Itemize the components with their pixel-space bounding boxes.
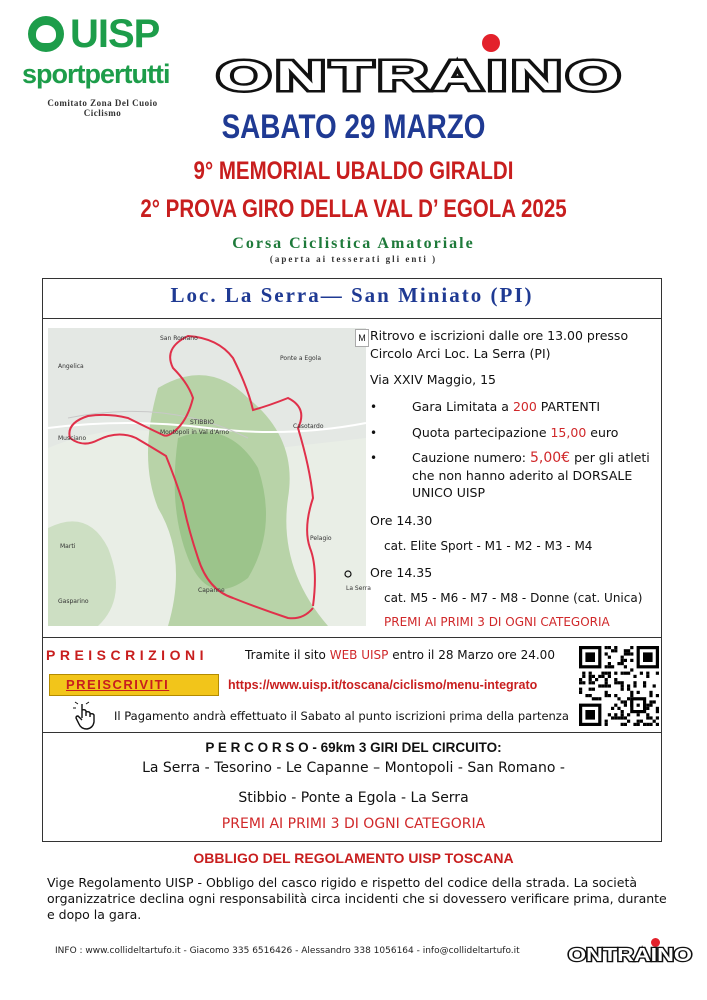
ontraino-footer-text: ONTRAINO: [568, 945, 692, 965]
map-label: Pelagio: [310, 535, 332, 542]
ritrovo-time: 13.00: [547, 328, 583, 343]
map-label: Capanne: [198, 587, 225, 594]
bullet-icon: •: [370, 400, 378, 414]
preiscriviti-button[interactable]: PREISCRIVITI: [49, 674, 219, 696]
footer-info: INFO : www.collideltartufo.it - Giacomo 335 6516426 - Alessandro 338 1056164 - info@collideltartufo.it: [55, 946, 520, 956]
divider: [42, 318, 662, 319]
map-label: Marti: [60, 543, 76, 550]
bullet-icon: •: [370, 451, 378, 465]
percorso-line2: Stibbio - Ponte a Egola - La Serra: [238, 790, 469, 806]
cauzione-line3: UNICO UISP: [412, 485, 486, 500]
ore2-time: 14.35: [396, 565, 433, 580]
map-label: La Serra: [346, 585, 371, 592]
ritrovo-text: [370, 327, 628, 344]
bullet-cauzione-num: 5,00€: [530, 450, 571, 466]
percorso-premi: PREMI AI PRIMI 3 DI OGNI CATEGORIA: [221, 816, 486, 832]
bullet-partenti: [370, 398, 601, 416]
ore2-text: [370, 564, 432, 581]
bullet-quota-num: 15,00: [550, 425, 587, 440]
ore1-text: [370, 512, 432, 529]
map-label: STIBBIO: [190, 419, 214, 426]
ontraino-footer-logo: [566, 945, 694, 963]
regolamento-body: - Obbligo del casco rigido e rispetto del codice della strada. La società organizzatrice declina ogni responsabilità circa incidenti che si dovessero verificare prima, durante e dopo la gara.: [47, 875, 667, 922]
percorso-title: P E R C O R S O - 69km 3 GIRI DEL CIRCUITO:: [205, 740, 502, 755]
circolo-text: Circolo Arci Loc. La Serra (PI): [370, 346, 551, 361]
uisp-logo-text: UISP: [70, 12, 160, 56]
event-memorial: 9° MEMORIAL UBALDO GIRALDI: [193, 157, 514, 185]
bullet-quota: [370, 424, 619, 442]
bullet-cauzione-suffix: per gli atleti: [570, 450, 650, 465]
ontraino-dot-icon: [482, 34, 500, 52]
map-label: Ponte a Egola: [280, 355, 322, 362]
map-label: Musciano: [58, 435, 87, 442]
ritrovo-suffix: presso: [582, 328, 629, 343]
ore2-label: Ore: [370, 565, 397, 580]
map-zoom-icon: M: [355, 329, 369, 347]
percorso-line1: La Serra - Tesorino - Le Capanne – Montopoli - San Romano -: [142, 760, 565, 776]
map-label: Casotardo: [293, 423, 324, 430]
qr-code[interactable]: [579, 646, 659, 726]
bullet-quota-suffix: euro: [586, 425, 619, 440]
route-map: [48, 328, 371, 626]
bullet-quota-label: Quota partecipazione: [412, 425, 551, 440]
tramite-suffix: entro il 28 Marzo ore 24.00: [388, 648, 555, 662]
ore1-label: Ore: [370, 513, 397, 528]
premi-text: PREMI AI PRIMI 3 DI OGNI CATEGORIA: [384, 615, 610, 629]
bullet-partenti-num: 200: [512, 399, 537, 414]
event-date: SABATO 29 MARZO: [221, 108, 486, 146]
ontraino-logo-text: ONTRAINO: [217, 52, 625, 99]
sportpertutti-logo-text: sportpertutti: [22, 59, 170, 89]
preiscrizioni-url-link[interactable]: https://www.uisp.it/toscana/ciclismo/menu-integrato: [228, 678, 538, 692]
cat1-text: cat. Elite Sport - M1 - M2 - M3 - M4: [384, 539, 593, 553]
tramite-label: Tramite il sito: [245, 648, 330, 662]
map-label: Montopoli in Val d'Arno: [160, 429, 230, 436]
pagamento-text: Il Pagamento andrà effettuato il Sabato al punto iscrizioni prima della partenza: [114, 709, 569, 723]
bullet-partenti-label: Gara Limitata a: [412, 399, 513, 414]
regolamento-label: Vige Regolamento UISP: [47, 875, 194, 890]
event-aperta: (aperta ai tesserati gli enti ): [269, 254, 438, 264]
divider: [42, 732, 662, 733]
ontraino-logo: [214, 52, 628, 99]
divider: [42, 637, 662, 638]
bullet-cauzione-text: [412, 449, 650, 467]
ritrovo-label: Ritrovo e iscrizioni dalle ore: [370, 328, 548, 343]
cauzione-line2: che non hanno aderito al DORSALE: [412, 468, 633, 483]
preiscrizioni-title: PREISCRIZIONI: [46, 647, 208, 663]
bullet-quota-text: [412, 424, 618, 441]
web-uisp-link[interactable]: WEB UISP: [329, 648, 389, 662]
bullet-cauzione-label: Cauzione numero:: [412, 450, 530, 465]
comitato-line2: Ciclismo: [83, 108, 122, 118]
hand-pointer-icon: [70, 700, 102, 732]
regolamento-text: [47, 875, 667, 923]
bullet-partenti-suffix: PARTENTI: [536, 399, 601, 414]
cat2-text: cat. M5 - M6 - M7 - M8 - Donne (cat. Unica): [384, 591, 643, 605]
bullet-cauzione: [370, 449, 650, 467]
comitato-line1: Comitato Zona Del Cuoio: [47, 98, 158, 108]
event-prova: 2° PROVA GIRO DELLA VAL D’ EGOLA 2025: [140, 195, 567, 223]
event-type: Corsa Ciclistica Amatoriale: [232, 235, 475, 252]
tramite-text: [245, 647, 555, 664]
regolamento-title: OBBLIGO DEL REGOLAMENTO UISP TOSCANA: [193, 850, 514, 866]
bullet-partenti-text: [412, 398, 600, 415]
bullet-icon: •: [370, 426, 378, 440]
via-text: Via XXIV Maggio, 15: [370, 372, 497, 387]
location-title: Loc. La Serra— San Miniato (PI): [170, 283, 534, 307]
map-label: Gasparino: [58, 598, 89, 605]
map-label: San Romano: [160, 335, 198, 342]
uisp-cyclist-logo-icon: [28, 16, 64, 52]
map-label: Angelica: [58, 363, 84, 370]
ore1-time: 14.30: [396, 513, 433, 528]
